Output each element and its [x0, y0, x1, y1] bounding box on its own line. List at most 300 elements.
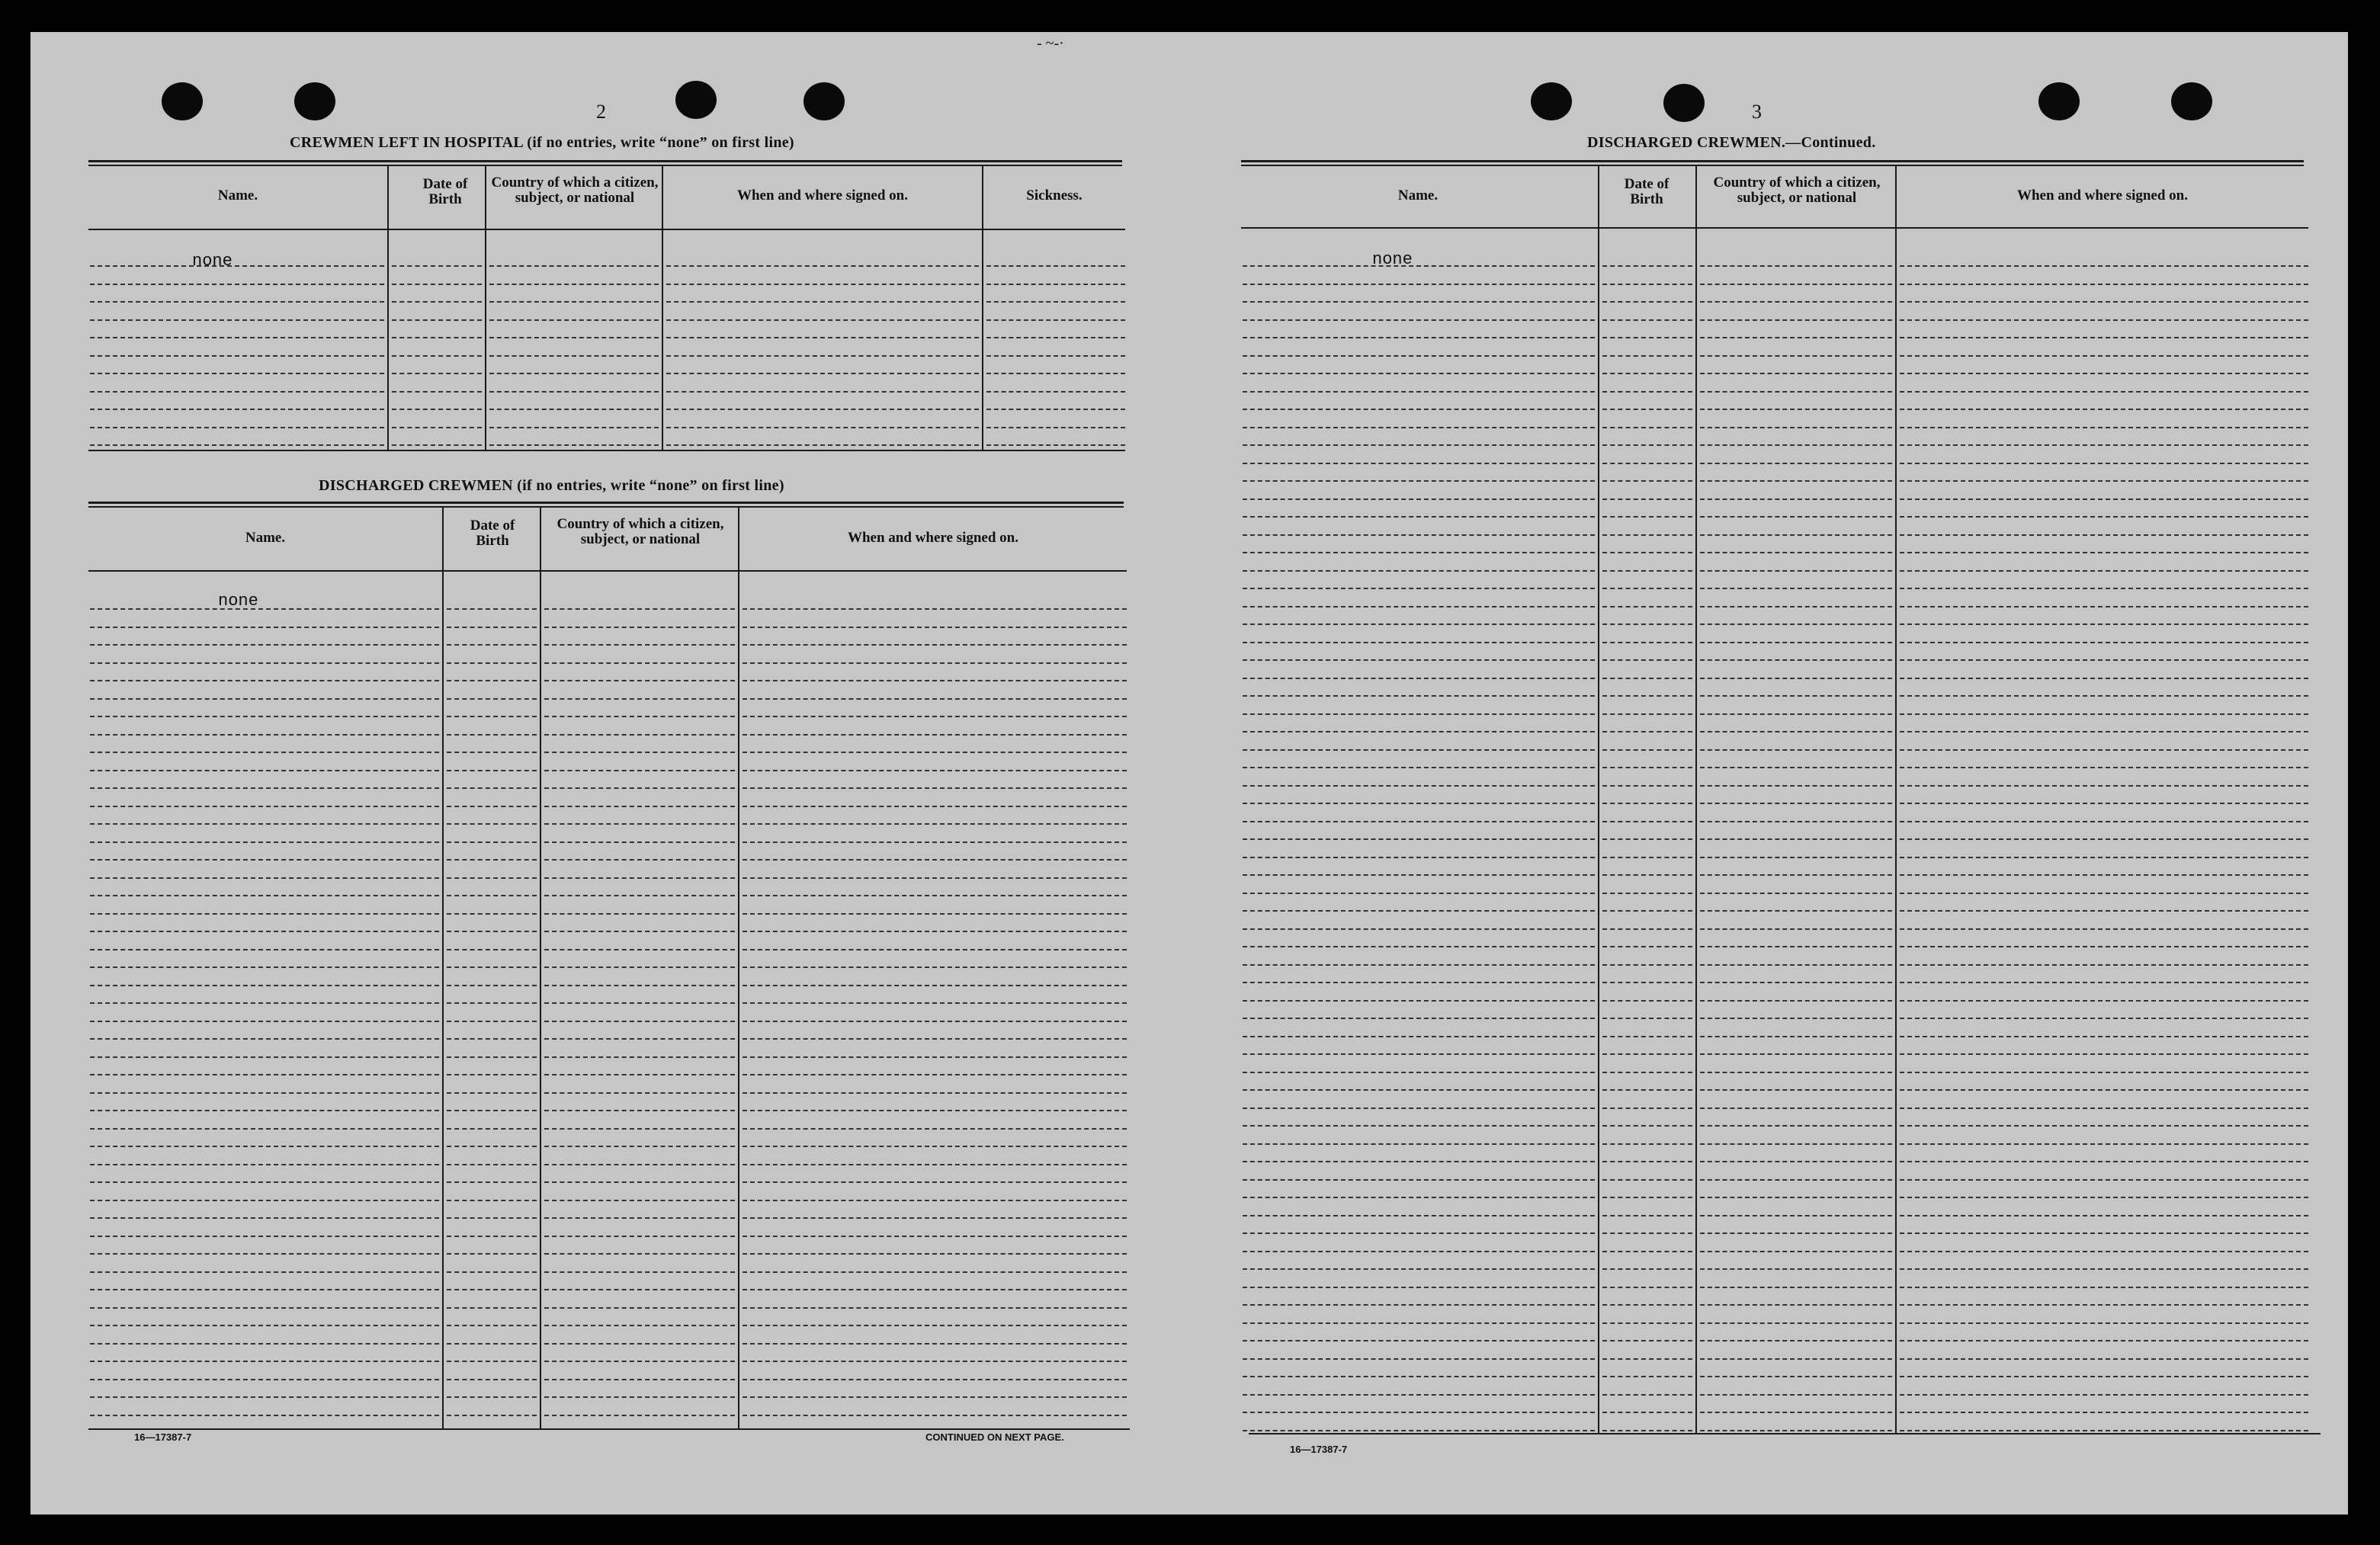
ruled-line	[1900, 1036, 2308, 1037]
ruled-line	[392, 444, 482, 446]
ruled-line	[1602, 516, 1692, 518]
ruled-line	[90, 680, 439, 681]
header-date-of-birth: Date of Birth	[1624, 176, 1670, 207]
ruled-line	[1243, 910, 1595, 912]
ruled-line	[1243, 1287, 1595, 1288]
ruled-line	[743, 1146, 1127, 1147]
ruled-line	[544, 1092, 735, 1094]
ruled-line	[1700, 1340, 1892, 1341]
ruled-line	[1700, 659, 1892, 661]
ruled-line	[1700, 355, 1892, 357]
ruled-line	[1602, 373, 1692, 374]
ruled-line	[1243, 1072, 1595, 1073]
ruled-line	[1602, 982, 1692, 983]
ruled-line	[1700, 838, 1892, 840]
ruled-line	[1243, 265, 1595, 267]
ruled-line	[1602, 1358, 1692, 1360]
ruled-line	[1602, 893, 1692, 894]
ruled-line	[544, 1396, 735, 1398]
discharged-entry-name: none	[218, 591, 258, 611]
ruled-line	[1900, 1161, 2308, 1162]
ruled-line	[90, 985, 439, 986]
ruled-line	[90, 1325, 439, 1326]
form-number-right: 16—17387-7	[1290, 1444, 1348, 1455]
ruled-line	[392, 409, 482, 410]
ruled-line	[90, 627, 439, 628]
ruled-line	[90, 931, 439, 932]
ruled-line	[1243, 642, 1595, 643]
ruled-line	[666, 409, 979, 410]
ruled-line	[1700, 642, 1892, 643]
ruled-line	[1602, 1268, 1692, 1270]
ruled-line	[743, 895, 1127, 896]
ruled-line	[544, 823, 735, 825]
ruled-line	[1243, 391, 1595, 393]
document-sheet	[30, 32, 2348, 1515]
ruled-line	[1602, 1179, 1692, 1181]
ruled-line	[1243, 409, 1595, 410]
ruled-line	[1602, 1143, 1692, 1145]
ruled-line	[743, 1271, 1127, 1273]
ruled-line	[743, 877, 1127, 879]
ruled-line	[447, 1092, 537, 1094]
ruled-line	[544, 662, 735, 664]
ruled-line	[544, 1074, 735, 1075]
ruled-line	[743, 1164, 1127, 1165]
ruled-line	[544, 1415, 735, 1416]
ruled-line	[1700, 552, 1892, 553]
header-sickness: Sickness.	[1026, 188, 1083, 204]
ruled-line	[986, 284, 1125, 285]
ruled-line	[1700, 1107, 1892, 1109]
ruled-line	[1243, 319, 1595, 321]
ruled-line	[1602, 1412, 1692, 1413]
ruled-line	[544, 770, 735, 771]
ruled-line	[1900, 337, 2308, 338]
ruled-line	[666, 444, 979, 446]
ruled-line	[1602, 1000, 1692, 1002]
ruled-line	[447, 770, 537, 771]
ruled-line	[544, 1200, 735, 1201]
ruled-line	[447, 1415, 537, 1416]
ruled-line	[743, 1289, 1127, 1290]
ruled-line	[544, 1361, 735, 1362]
ruled-line	[90, 1038, 439, 1040]
ruled-line	[1700, 516, 1892, 518]
ruled-line	[743, 1021, 1127, 1022]
ruled-line	[90, 391, 384, 393]
ruled-line	[1900, 946, 2308, 947]
ruled-line	[666, 284, 979, 285]
ruled-line	[489, 444, 659, 446]
ruled-line	[1243, 1107, 1595, 1109]
ruled-line	[90, 1361, 439, 1362]
ruled-line	[1602, 588, 1692, 589]
ruled-line	[1700, 946, 1892, 947]
ruled-line	[1900, 1358, 2308, 1360]
ruled-line	[90, 444, 384, 446]
ruled-line	[1243, 444, 1595, 446]
ruled-line	[986, 391, 1125, 393]
ruled-line	[90, 1289, 439, 1290]
ruled-line	[392, 319, 482, 321]
ruled-line	[1602, 1036, 1692, 1037]
ruled-line	[1243, 1232, 1595, 1234]
ruled-line	[90, 787, 439, 789]
ruled-line	[1602, 946, 1692, 947]
ruled-line	[1900, 731, 2308, 732]
ruled-line	[90, 966, 439, 968]
ruled-line	[1243, 480, 1595, 482]
ruled-line	[1243, 1251, 1595, 1252]
ruled-line	[447, 913, 537, 915]
ruled-line	[392, 427, 482, 428]
ruled-line	[90, 265, 384, 267]
ruled-line	[1700, 1287, 1892, 1288]
ruled-line	[1243, 821, 1595, 822]
ruled-line	[392, 301, 482, 303]
ruled-line	[1700, 1000, 1892, 1002]
ruled-line	[1900, 265, 2308, 267]
ruled-line	[447, 806, 537, 807]
ruled-line	[1700, 857, 1892, 858]
binder-hole	[2038, 82, 2080, 120]
ruled-line	[1243, 463, 1595, 464]
ruled-line	[666, 427, 979, 428]
ruled-line	[90, 895, 439, 896]
ruled-line	[1700, 910, 1892, 912]
ruled-line	[447, 1074, 537, 1075]
ruled-line	[544, 841, 735, 843]
ruled-line	[90, 1092, 439, 1094]
ruled-line	[1243, 1179, 1595, 1181]
ruled-line	[392, 284, 482, 285]
ruled-line	[743, 734, 1127, 736]
ruled-line	[447, 841, 537, 843]
ruled-line	[1243, 964, 1595, 966]
ruled-line	[544, 1289, 735, 1290]
ruled-line	[1243, 785, 1595, 787]
ruled-line	[743, 608, 1127, 610]
ruled-line	[1602, 910, 1692, 912]
ruled-line	[1243, 893, 1595, 894]
ruled-line	[1700, 606, 1892, 607]
ruled-line	[743, 1092, 1127, 1094]
ruled-line	[1243, 1394, 1595, 1396]
ruled-line	[1900, 1107, 2308, 1109]
ruled-line	[544, 644, 735, 646]
ruled-line	[90, 1110, 439, 1111]
ruled-line	[743, 913, 1127, 915]
ruled-line	[447, 1146, 537, 1147]
ruled-line	[1900, 1287, 2308, 1288]
ruled-line	[1602, 463, 1692, 464]
ruled-line	[666, 319, 979, 321]
ruled-line	[447, 1361, 537, 1362]
ruled-line	[447, 1056, 537, 1058]
ruled-line	[1602, 1232, 1692, 1234]
ruled-line	[1243, 301, 1595, 303]
ruled-line	[447, 680, 537, 681]
ruled-line	[1602, 1072, 1692, 1073]
ruled-line	[447, 1396, 537, 1398]
ruled-line	[986, 337, 1125, 338]
ruled-line	[986, 265, 1125, 267]
ruled-line	[666, 355, 979, 357]
ruled-line	[743, 1038, 1127, 1040]
ruled-line	[743, 823, 1127, 825]
ruled-line	[1243, 284, 1595, 285]
ruled-line	[544, 1217, 735, 1219]
ruled-line	[1243, 1376, 1595, 1377]
ruled-line	[1602, 1018, 1692, 1019]
ruled-line	[1243, 713, 1595, 715]
ruled-line	[1900, 874, 2308, 876]
ruled-line	[1700, 1376, 1892, 1377]
ruled-line	[1700, 928, 1892, 930]
ruled-line	[1700, 678, 1892, 679]
ruled-line	[1900, 498, 2308, 500]
ruled-line	[90, 1200, 439, 1201]
ruled-line	[743, 1343, 1127, 1345]
ruled-line	[1602, 785, 1692, 787]
ruled-line	[489, 337, 659, 338]
ruled-line	[1243, 982, 1595, 983]
ruled-line	[544, 627, 735, 628]
ruled-line	[1900, 463, 2308, 464]
ruled-line	[1700, 623, 1892, 625]
binder-hole	[1663, 84, 1705, 122]
ruled-line	[743, 1128, 1127, 1130]
header-signed-on: When and where signed on.	[847, 530, 1018, 546]
ruled-line	[1900, 1340, 2308, 1341]
ruled-line	[743, 1181, 1127, 1183]
ruled-line	[90, 1415, 439, 1416]
ruled-line	[1243, 1358, 1595, 1360]
ruled-line	[447, 931, 537, 932]
ruled-line	[392, 373, 482, 374]
ruled-line	[1243, 1053, 1595, 1055]
ruled-line	[1602, 498, 1692, 500]
ruled-line	[986, 444, 1125, 446]
ruled-line	[743, 859, 1127, 861]
ruled-line	[1900, 444, 2308, 446]
ruled-line	[1700, 1143, 1892, 1145]
ruled-line	[1243, 337, 1595, 338]
ruled-line	[743, 1396, 1127, 1398]
ruled-line	[743, 1253, 1127, 1255]
ruled-line	[1700, 893, 1892, 894]
ruled-line	[1700, 695, 1892, 697]
ruled-line	[1602, 678, 1692, 679]
ruled-line	[1243, 588, 1595, 589]
ruled-line	[1700, 1394, 1892, 1396]
ruled-line	[1900, 284, 2308, 285]
ruled-line	[1602, 319, 1692, 321]
ruled-line	[90, 1396, 439, 1398]
ruled-line	[489, 265, 659, 267]
ruled-line	[1900, 838, 2308, 840]
ruled-line	[1900, 301, 2308, 303]
binder-hole	[2171, 82, 2212, 120]
ruled-line	[666, 373, 979, 374]
ruled-line	[447, 1253, 537, 1255]
ruled-line	[1700, 874, 1892, 876]
ruled-line	[90, 1343, 439, 1345]
ruled-line	[743, 1307, 1127, 1309]
ruled-line	[90, 1379, 439, 1380]
ruled-line	[1243, 1089, 1595, 1091]
ruled-line	[1243, 498, 1595, 500]
ruled-line	[743, 1056, 1127, 1058]
ruled-line	[447, 1110, 537, 1111]
ruled-line	[90, 698, 439, 700]
ruled-line	[544, 608, 735, 610]
ruled-line	[90, 1164, 439, 1165]
ruled-line	[90, 770, 439, 771]
ruled-line	[90, 1217, 439, 1219]
ruled-line	[743, 1200, 1127, 1201]
ruled-line	[1900, 552, 2308, 553]
ruled-line	[90, 1002, 439, 1004]
ruled-line	[1602, 1215, 1692, 1216]
ruled-line	[666, 265, 979, 267]
ruled-line	[90, 1307, 439, 1309]
ruled-line	[1243, 1430, 1595, 1431]
ruled-line	[1700, 444, 1892, 446]
ruled-line	[544, 1253, 735, 1255]
ruled-line	[743, 627, 1127, 628]
ruled-line	[1243, 623, 1595, 625]
ruled-line	[743, 1002, 1127, 1004]
ruled-line	[1243, 1304, 1595, 1306]
ruled-line	[447, 716, 537, 717]
ruled-line	[1700, 1232, 1892, 1234]
ruled-line	[489, 301, 659, 303]
ruled-line	[1700, 534, 1892, 536]
ruled-line	[1700, 463, 1892, 464]
ruled-line	[447, 1271, 537, 1273]
ruled-line	[489, 427, 659, 428]
ruled-line	[666, 301, 979, 303]
ruled-line	[544, 734, 735, 736]
ruled-line	[544, 949, 735, 950]
ruled-line	[489, 409, 659, 410]
ruled-line	[1700, 588, 1892, 589]
header-date-of-birth: Date of Birth	[422, 176, 468, 207]
ruled-line	[90, 608, 439, 610]
ruled-line	[90, 319, 384, 321]
ruled-line	[1602, 337, 1692, 338]
ruled-line	[1602, 301, 1692, 303]
ruled-line	[1602, 1430, 1692, 1431]
ruled-line	[1900, 319, 2308, 321]
ruled-line	[90, 1253, 439, 1255]
ruled-line	[1900, 928, 2308, 930]
ruled-line	[447, 1343, 537, 1345]
ruled-line	[1602, 857, 1692, 858]
ruled-line	[1700, 964, 1892, 966]
ruled-line	[1602, 355, 1692, 357]
ruled-line	[392, 265, 482, 267]
ruled-line	[1700, 767, 1892, 768]
ruled-line	[986, 409, 1125, 410]
ruled-line	[1243, 516, 1595, 518]
ruled-line	[1700, 1197, 1892, 1198]
ruled-line	[1900, 606, 2308, 607]
ruled-line	[544, 716, 735, 717]
ruled-line	[544, 1379, 735, 1380]
ruled-line	[1700, 1018, 1892, 1019]
ruled-line	[1900, 1215, 2308, 1216]
ruled-line	[666, 391, 979, 393]
ruled-line	[544, 1021, 735, 1022]
ruled-line	[544, 913, 735, 915]
ruled-line	[1602, 1251, 1692, 1252]
ruled-line	[447, 1325, 537, 1326]
ruled-line	[1602, 1340, 1692, 1341]
ruled-line	[1900, 570, 2308, 572]
ruled-line	[1602, 642, 1692, 643]
ruled-line	[489, 319, 659, 321]
ruled-line	[1602, 731, 1692, 732]
ruled-line	[743, 841, 1127, 843]
ruled-line	[1602, 623, 1692, 625]
ruled-line	[544, 877, 735, 879]
ruled-line	[1602, 427, 1692, 428]
ruled-line	[90, 1236, 439, 1237]
ruled-line	[447, 1217, 537, 1219]
header-name: Name.	[245, 530, 286, 546]
binder-hole	[1531, 82, 1572, 120]
ruled-line	[743, 644, 1127, 646]
ruled-line	[1602, 1089, 1692, 1091]
ruled-line	[1602, 265, 1692, 267]
ruled-line	[447, 859, 537, 861]
ruled-line	[544, 1307, 735, 1309]
ruled-line	[1700, 785, 1892, 787]
ruled-line	[1243, 427, 1595, 428]
ruled-line	[1700, 1268, 1892, 1270]
ruled-line	[1700, 480, 1892, 482]
ruled-line	[1602, 749, 1692, 751]
ruled-line	[1900, 767, 2308, 768]
ruled-line	[1900, 964, 2308, 966]
ruled-line	[447, 949, 537, 950]
ruled-line	[1243, 1215, 1595, 1216]
ruled-line	[1602, 480, 1692, 482]
ruled-line	[1900, 659, 2308, 661]
ruled-line	[1700, 749, 1892, 751]
ruled-line	[1243, 1268, 1595, 1270]
ruled-line	[90, 301, 384, 303]
ruled-line	[743, 1110, 1127, 1111]
ruled-line	[447, 608, 537, 610]
ruled-line	[1900, 1232, 2308, 1234]
ruled-line	[90, 1146, 439, 1147]
ruled-line	[1243, 1018, 1595, 1019]
ruled-line	[544, 1110, 735, 1111]
ruled-line	[1700, 391, 1892, 393]
ruled-line	[1602, 1287, 1692, 1288]
ruled-line	[1243, 1143, 1595, 1145]
ruled-line	[90, 1181, 439, 1183]
ruled-line	[1243, 1036, 1595, 1037]
discharged-section-title: DISCHARGED CREWMEN (if no entries, write “none” on first line)	[319, 477, 784, 494]
ruled-line	[1900, 803, 2308, 804]
ruled-line	[544, 1128, 735, 1130]
ruled-line	[1900, 1304, 2308, 1306]
